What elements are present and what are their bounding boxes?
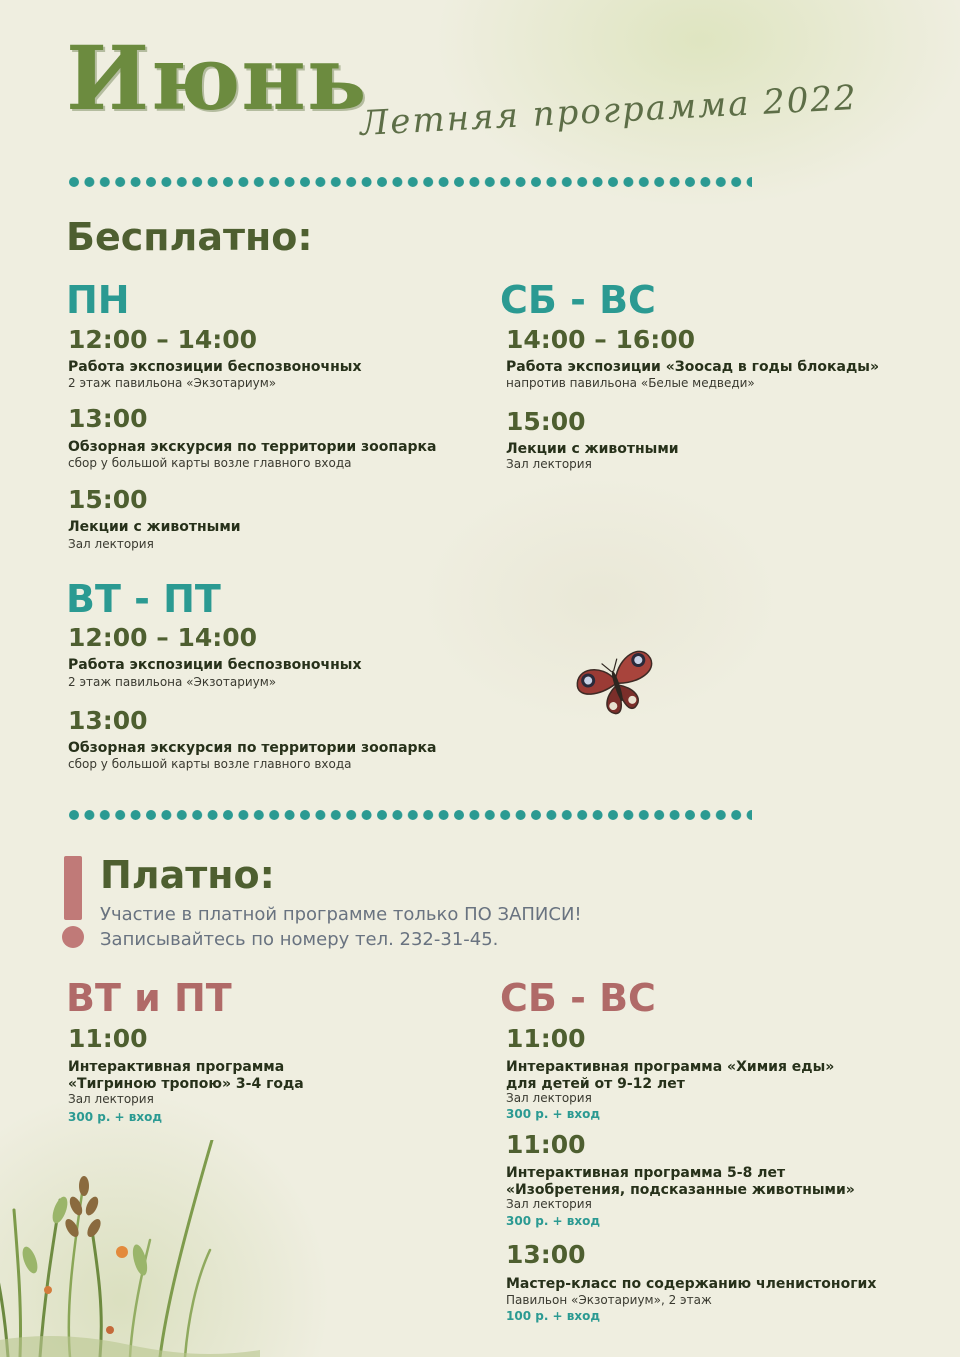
- event-name: Работа экспозиции беспозвоночных: [68, 359, 362, 375]
- event-name: Мастер-класс по содержанию членистоногих: [506, 1276, 877, 1292]
- event-time: 11:00: [506, 1024, 586, 1053]
- event-price: 300 р. + вход: [506, 1107, 601, 1121]
- event-location: Зал лектория: [506, 1091, 592, 1105]
- event-location: сбор у большой карты возле главного входа: [68, 456, 352, 470]
- event-time: 15:00: [506, 407, 586, 436]
- event-name: Обзорная экскурсия по территории зоопарка: [68, 439, 437, 455]
- event-time: 15:00: [68, 485, 148, 514]
- event-location: 2 этаж павильона «Экзотариум»: [68, 675, 277, 689]
- exclamation-bar: [64, 856, 82, 920]
- butterfly-illustration: [568, 640, 664, 724]
- dotted-divider-graphic: [68, 176, 752, 188]
- event-location: Зал лектория: [68, 537, 154, 551]
- grass-illustration: [0, 1140, 260, 1357]
- event-price: 300 р. + вход: [506, 1214, 601, 1228]
- event-location: напротив павильона «Белые медведи»: [506, 376, 755, 390]
- event-time: 12:00 – 14:00: [68, 325, 258, 354]
- event-name: Лекции с животными: [506, 441, 679, 457]
- month-title: Июнь: [66, 26, 368, 130]
- event-location: Зал лектория: [506, 1197, 592, 1211]
- event-location: Зал лектория: [68, 1092, 154, 1106]
- day-label-tue-fri-paid: ВТ и ПТ: [66, 976, 232, 1020]
- event-name: Обзорная экскурсия по территории зоопарка: [68, 740, 437, 756]
- event-time: 14:00 – 16:00: [506, 325, 696, 354]
- event-location: 2 этаж павильона «Экзотариум»: [68, 376, 277, 390]
- exclamation-dot: [62, 926, 84, 948]
- event-time: 13:00: [68, 404, 148, 433]
- day-label-weekend: СБ - ВС: [500, 278, 656, 322]
- event-price: 300 р. + вход: [68, 1110, 163, 1124]
- event-time: 11:00: [68, 1024, 148, 1053]
- event-name: Интерактивная программа «Химия еды» для детей от 9-12 лет: [506, 1059, 835, 1092]
- event-time: 13:00: [506, 1240, 586, 1269]
- day-label-tue-fri: ВТ - ПТ: [66, 577, 221, 621]
- booking-notice: Участие в платной программе только ПО ЗАПИСИ!: [100, 904, 582, 925]
- event-time: 13:00: [68, 706, 148, 735]
- event-location: Павильон «Экзотариум», 2 этаж: [506, 1293, 712, 1307]
- program-subtitle: Летняя программа 2022: [358, 77, 859, 144]
- dotted-divider-middle: [68, 809, 752, 821]
- event-name: Работа экспозиции «Зоосад в годы блокады»: [506, 359, 880, 375]
- event-time: 12:00 – 14:00: [68, 623, 258, 652]
- paid-section-title: Платно:: [100, 853, 275, 897]
- event-name: Интерактивная программа «Тигриною тропою» 3-4 года: [68, 1059, 304, 1092]
- event-location: Зал лектория: [506, 457, 592, 471]
- exclamation-mark: [62, 856, 86, 950]
- booking-phone: Записывайтесь по номеру тел. 232-31-45.: [100, 929, 499, 950]
- free-section-title: Бесплатно:: [66, 215, 313, 259]
- event-location: сбор у большой карты возле главного входа: [68, 757, 352, 771]
- event-name: Работа экспозиции беспозвоночных: [68, 657, 362, 673]
- day-label-weekend-paid: СБ - ВС: [500, 976, 656, 1020]
- event-price: 100 р. + вход: [506, 1309, 601, 1323]
- dotted-divider-graphic: [68, 809, 752, 821]
- event-name: Интерактивная программа 5-8 лет «Изобретения, подсказанные животными»: [506, 1165, 855, 1198]
- dotted-divider-top: [68, 176, 752, 188]
- event-name: Лекции с животными: [68, 519, 241, 535]
- event-time: 11:00: [506, 1130, 586, 1159]
- day-label-mon: ПН: [66, 278, 130, 322]
